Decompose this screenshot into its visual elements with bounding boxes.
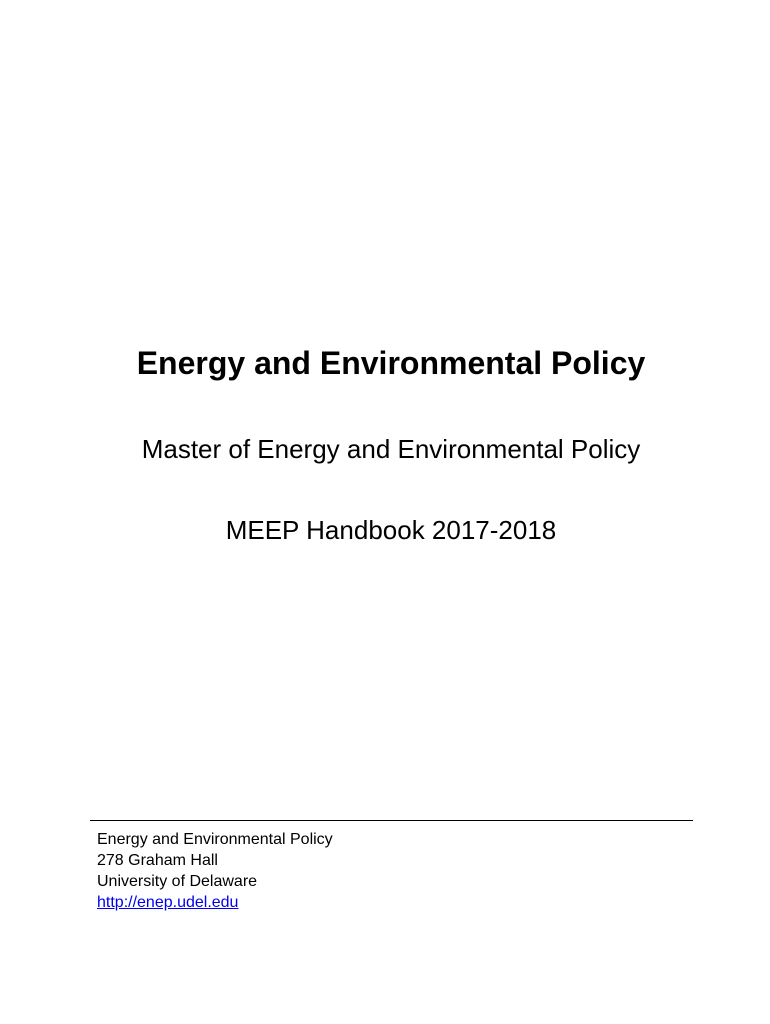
document-title: Energy and Environmental Policy <box>136 345 646 381</box>
document-subtitle: Master of Energy and Environmental Policy <box>141 434 641 464</box>
footer-address: 278 Graham Hall <box>97 852 218 869</box>
footer-department: Energy and Environmental Policy <box>97 831 333 848</box>
handbook-title: MEEP Handbook 2017-2018 <box>225 515 557 545</box>
footer-address-block <box>97 829 333 913</box>
footer-divider <box>90 820 693 821</box>
footer-website-link[interactable]: http://enep.udel.edu <box>97 894 239 911</box>
footer-university: University of Delaware <box>97 873 258 890</box>
